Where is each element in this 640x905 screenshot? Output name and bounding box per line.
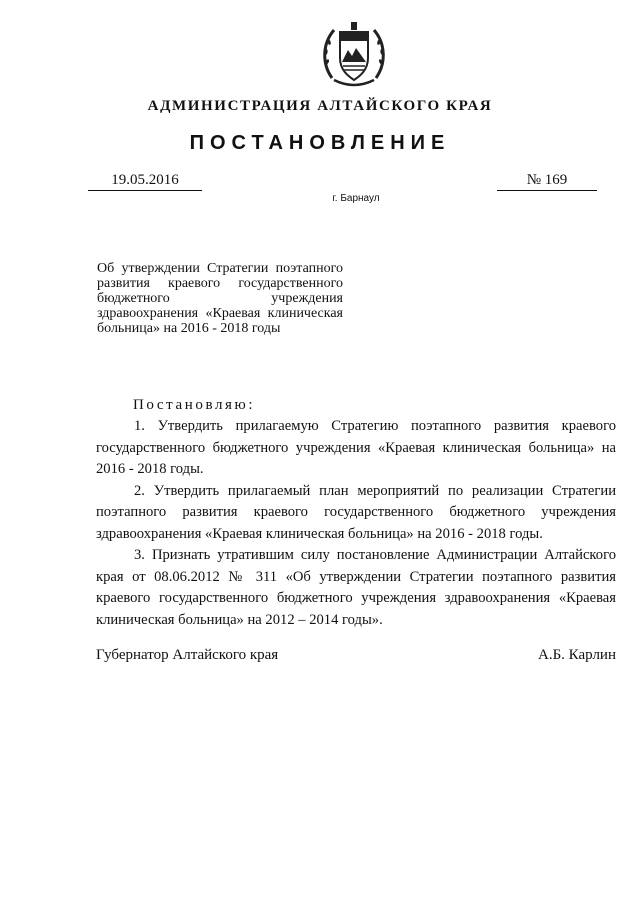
signer-name: А.Б. Карлин	[537, 647, 616, 663]
document-city: г. Барнаул	[332, 193, 380, 204]
decree-item-2: 2. Утвердить прилагаемый план мероприятий по реализации Стратегии поэтапного развития краевого государственного бюджетного учреждения здравоохранения «Краевая клиническая больница» на 2016 - 2018 годы.	[96, 482, 616, 542]
coat-of-arms-emblem-icon	[318, 18, 390, 90]
organization-title: АДМИНИСТРАЦИЯ АЛТАЙСКОГО КРАЯ	[147, 98, 493, 114]
document-number: № 169	[497, 172, 597, 191]
document-subject: Об утверждении Стратегии поэтапного развития краевого государственного бюджетного учреждения здравоохранения «Краевая клиническая больница» на 2016 - 2018 годы	[97, 261, 343, 336]
decree-word: Постановляю:	[133, 397, 256, 413]
document-date: 19.05.2016	[88, 172, 202, 191]
signer-title: Губернатор Алтайского края	[96, 647, 279, 663]
decree-item-3: 3. Признать утратившим силу постановление Администрации Алтайского края от 08.06.2012 № 311 «Об утверждении Стратегии поэтапного развития краевого государственного бюджетного учреждения здравоохранения «Краевая клиническая больница» на 2012 – 2014 годы».	[96, 547, 616, 628]
decree-item-1: 1. Утвердить прилагаемую Стратегию поэтапного развития краевого государственного бюджетного учреждения «Краевая клиническая больница» на 2016 - 2018 годы.	[96, 418, 616, 477]
document-body	[96, 416, 616, 631]
document-type: ПОСТАНОВЛЕНИЕ	[189, 132, 451, 154]
